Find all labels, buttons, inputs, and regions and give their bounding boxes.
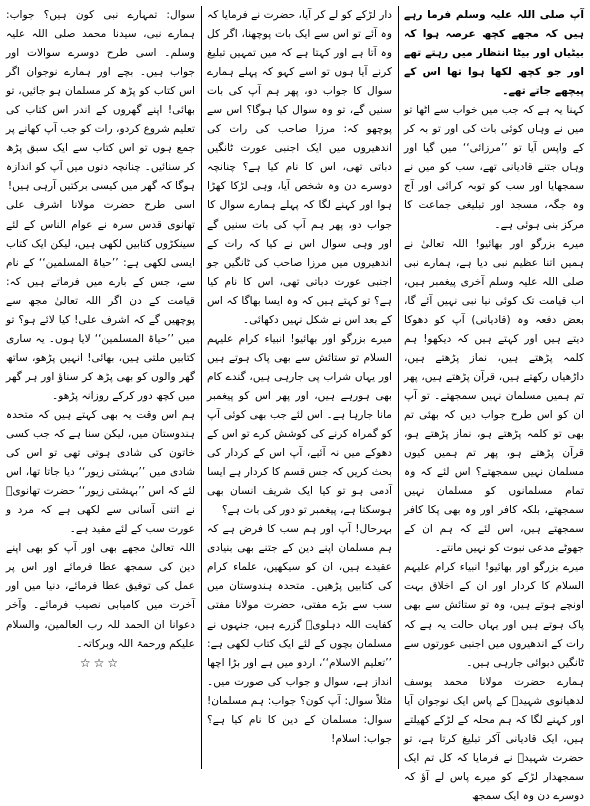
paragraph: میرے بزرگو اور بھائیو! انبیاء کرام علیہم السلام تو ستائش سے بھی پاک ہوتے ہیں اور یہاں شراب پی جارہی ہیں، گندے کام بھی ہورہے ہیں، اور پھر اس کو پیغمبر مانا جارہا ہے۔ اس لئے جب بھی کوئی آپ کو گمراہ کرنے کی کوشش کرے تو اس کے دھوکے میں نہ آئیے، آپ اس کے کردار کی بحث کریں کہ جس قسم کا کردار ہے ایسا آدمی ہو تو کیا ایک شریف انسان بھی ہوسکتا ہے، پیغمبر تو دور کی بات ہے؟ (207, 332, 392, 517)
paragraph: ہمارے حضرت مولانا محمد یوسف لدھیانوی شہیدؒ کے پاس ایک نوجوان آیا اور کہنے لگا کہ ہم محلہ کے لڑکے کھیلتے ہیں، ایک قادیانی آکر تبلیغ کرتا ہے، تو حضرت شہیدؒ نے فرمایا کہ کل تم ایک سمجھدار لڑکے کو میرے پاس لے آؤ کہ دوسرے دن وہ ایک سمجھ (404, 675, 584, 802)
paragraph: سوال: تمہارے نبی کون ہیں؟ جواب: ہمارے نبی، سیدنا محمد صلی اللہ علیہ وسلم۔ اسی طرح دوسرے سوالات اور جواب ہیں۔ بچے اور ہمارے نوجوان اگر اس کتاب کو پڑھ کر مسلمان ہو جائیں، تو بھائی! اپنے گھروں کے اندر اس کتاب کی تعلیم شروع کردو، رات کو جب آپ کھانے پر جمع ہوں تو اس کتاب سے ایک سبق پڑھ کر سنائیں۔ چنانچہ دنوں میں آپ کو اندازہ ہوگا کہ گھر میں کیسی برکتیں آرہی ہیں! (6, 9, 195, 193)
column-divider-left (201, 6, 202, 769)
page (6, 6, 584, 802)
column-left (6, 6, 195, 769)
paragraph: اللہ تعالیٰ مجھے بھی اور آپ کو بھی اپنے دین کی سمجھ عطا فرمائے اور اس پر عمل کی توفیق عطا فرمائے، دنیا میں اور آخرت میں کامیابی نصیب فرمائے۔ وآخر دعوانا ان الحمد للہ رب العالمین، والسلام علیکم ورحمۃ اللہ وبرکاتہ۔ (6, 542, 195, 650)
paragraph: ہم اس وقت یہ بھی کہتے ہیں کہ متحدہ ہندوستان میں، لیکن سنا ہے کہ جب کسی خاتون کی شادی ہوتی تھی تو اس کی شادی میں ’’بہشتی زیور‘‘ دیا جاتا تھا، اس لئے کہ اس ’’بہشتی زیور‘‘ حضرت تھانویؒ نے اتنی آسانی سے لکھی ہے کہ مرد و عورت سب کے لئے مفید ہے۔ (6, 408, 195, 536)
paragraph: میرے بزرگو اور بھائیو! اللہ تعالیٰ نے ہمیں اتنا عظیم نبی دیا ہے، ہمارے نبی صلی اللہ علیہ وسلم آخری پیغمبر ہیں، اب قیامت تک کوئی نیا نبی نہیں آئے گا، بعض دفعہ وہ (قادیانی) آپ کو دھوکا دیتے ہیں اور کہتے ہیں کہ دیکھو! ہم کلمہ پڑھتے ہیں، نماز پڑھتے ہیں، داڑھیاں رکھتے ہیں، قرآن پڑھتے ہیں، پھر تم ہمیں مسلمان نہیں سمجھتے۔ تو آپ ان کو اس طرح جواب دیں کہ بھئی تم بھی تو کلمہ پڑھتے ہو، نماز پڑھتے ہو، قرآن پڑھتے ہو، پھر تم ہمیں کیوں مسلمان نہیں سمجھتے؟ اس لئے کہ وہ تمام مسلمانوں کو مسلمان نہیں سمجھتے، بلکہ کافر اور وہ بھی پکا کافر سمجھتے ہیں، اس لئے کہ ہم ان کے جھوٹے مدعی نبوت کو نہیں مانتے۔ (404, 237, 584, 555)
column-middle (207, 6, 392, 769)
paragraph: میرے بزرگو اور بھائیو! انبیاء کرام علیہم السلام کا کردار اور ان کے اخلاق بہت اونچے ہوتے ہیں، وہ تو ستائش سے بھی پاک ہوتے ہیں اور یہاں حالت یہ ہے کہ رات کے اندھیروں میں اجنبی عورتوں سے ٹانگیں دبوائی جارہی ہیں۔ (404, 561, 584, 669)
paragraph: کہنا یہ ہے کہ جب میں خواب سے اٹھا تو میں نے وہاں کوئی بات کی اور تو بہ کر کے واپس آیا تو ’’مرزائی‘‘ میں گیا اور وہاں جتنے قادیانی تھے، سب کو میں نے سمجھایا اور سب کو توبہ کرائی اور آج وہ جگہ، مسجد اور تبلیغی جماعت کا مرکز بنی ہوئی ہے۔ (404, 104, 584, 231)
paragraph: بہرحال! آپ اور ہم سب کا فرض ہے کہ ہم مسلمان اپنے دین کے جتنے بھی بنیادی عقیدے ہیں، ان کو سیکھیں، علماء کرام کی کتابیں پڑھیں۔ متحدہ ہندوستان میں سب سے بڑے مفتی، حضرت مولانا مفتی کفایت اللہ دہلویؒ گزرے ہیں، جنہوں نے مسلمان بچوں کے لئے ایک کتاب لکھی ہے: ’’تعلیم الاسلام‘‘، اردو میں ہے اور بڑا اچھا انداز ہے، سوال و جواب کی صورت میں۔ مثلاً سوال: آپ کون؟ جواب: ہم مسلمان! سوال: مسلمان کے دین کا نام کیا ہے؟ جواب: اسلام! (207, 523, 392, 745)
paragraph: دار لڑکے کو لے کر آیا، حضرت نے فرمایا کہ وہ آئے تو اس سے ایک بات پوچھنا، اگر کل وہ آتا ہے اور کہتا ہے کہ میں تمہیں تبلیغ کرنے آیا ہوں تو اسے کہو کہ پہلے ہمارے سوال کا جواب دو، پھر ہم آپ کی بات سنیں گے، تو وہ سوال کیا ہوگا؟ اس سے پوچھو کہ: مرزا صاحب کی رات کی اندھیروں میں ایک اجنبی عورت ٹانگیں دباتی تھی، اس کا نام کیا ہے؟ چنانچہ دوسرے دن وہ شخص آیا، وہی لڑکا کھڑا ہوا اور کہنے لگا کہ پہلے ہمارے سوال کا جواب دو، پھر ہم آپ کی بات سنیں گے اور وہی سوال اس نے کیا کہ رات کے اندھیروں میں مرزا صاحب کی ٹانگیں جو اجنبی عورت دباتی تھی، اس کا نام کیا ہے؟ تو کہتے ہیں کہ وہ ایسا بھاگا کہ اس کے بعد اس نے شکل نہیں دکھائی۔ (207, 9, 392, 326)
column-divider-right (398, 6, 399, 769)
paragraph: آپ صلی اللہ علیہ وسلم فرما رہے ہیں کہ مجھے کچھ عرصہ ہوا کہ بیٹیاں اور بیٹا انتظار میں رہتے تھے اور جو کچھ لکھا ہوا تھا اس کے پیچھے جاتے تھے۔ (404, 9, 584, 98)
paragraph: اسی طرح حضرت مولانا اشرف علی تھانوی قدس سرہ نے عوام الناس کے لئے سینکڑوں کتابیں لکھی ہیں، لیکن ایک کتاب ایسی لکھی ہے: ’’حیاۃ المسلمین‘‘ کے نام سے، جس کے بارے میں فرماتے ہیں کہ: قیامت کے دن اگر اللہ تعالیٰ مجھ سے پوچھیں گے کہ اشرف علی! کیا لائے ہو؟ تو میں ’’حیاۃ المسلمین‘‘ لایا ہوں۔ یہ ساری کتابیں ملتی ہیں، بھائی! انہیں پڑھو، ساتھ گھر والوں کو بھی پڑھ کر سناؤ اور ہر گھر میں کچھ دور کرکے روزانہ پڑھو۔ (6, 199, 195, 402)
footer-ornament: ☆☆☆ (79, 655, 122, 670)
column-right (404, 6, 584, 802)
